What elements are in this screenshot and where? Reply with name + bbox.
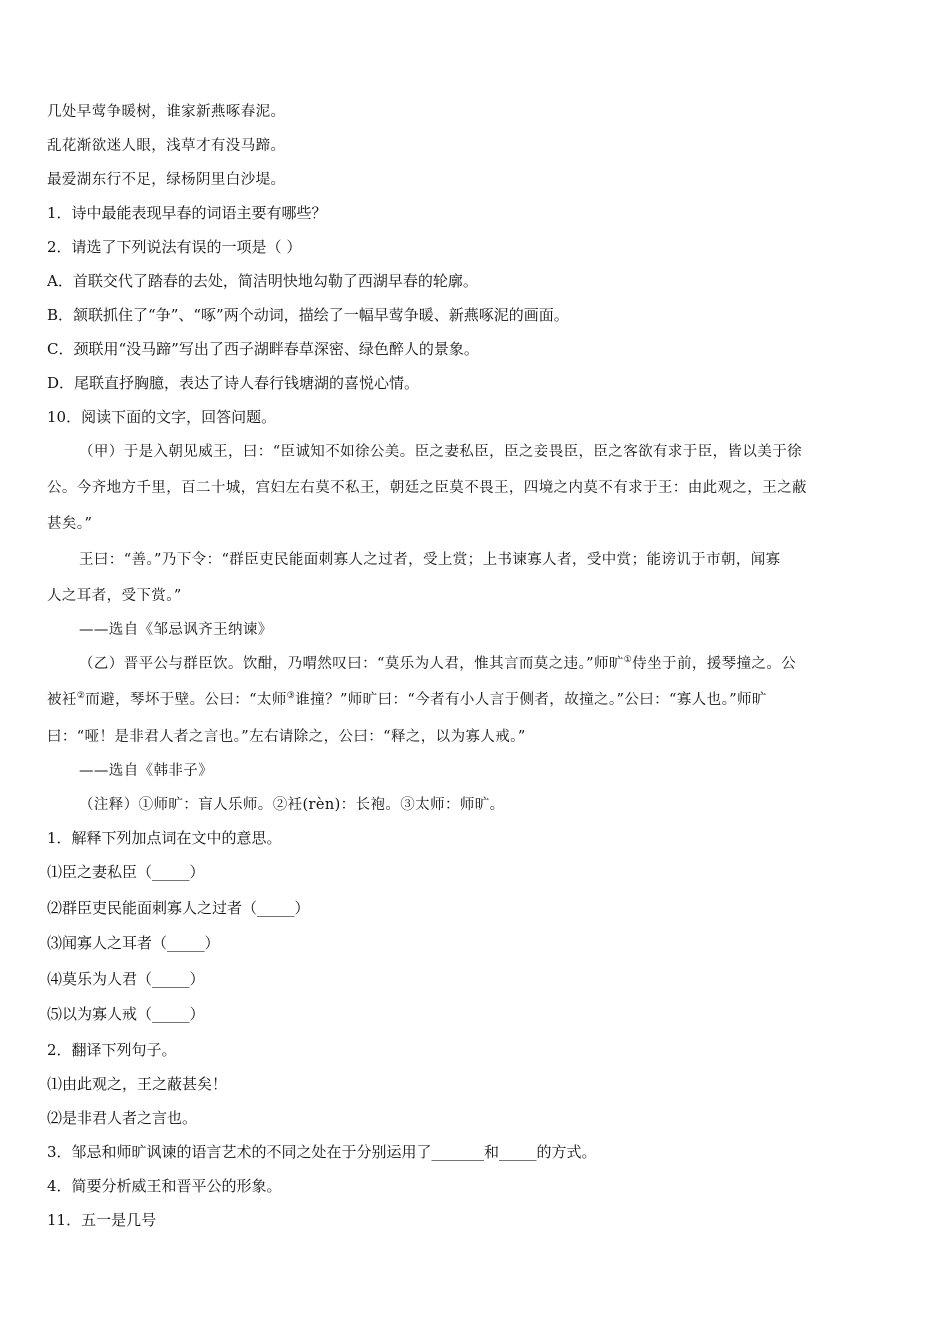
footnote-marker: ① [623, 655, 633, 665]
passage-jia-line-1: （甲）于是入朝见威王，曰：“臣诚知不如徐公美。臣之妻私臣，臣之妾畏臣，臣之客欲有求于臣，皆以美于徐 [79, 444, 803, 460]
footnote-marker: ② [76, 691, 86, 701]
poem-line-1: 几处早莺争暖树，谁家新燕啄春泥。 [47, 104, 286, 120]
passage-yi-line-1 [79, 654, 796, 674]
option-b: B．颔联抓住了“争”、“啄”两个动词，描绘了一幅早莺争暖、新燕啄泥的画面。 [47, 306, 569, 324]
annotation-note: （注释）①师旷：盲人乐师。②衽(rèn)：长袍。③太师：师旷。 [79, 797, 505, 813]
passage-jia-line-5: 人之耳者，受下赏。” [47, 588, 182, 604]
passage-jia-line-4: 王曰：“善。”乃下令：“群臣吏民能面刺寡人之过者，受上赏；上书谏寡人者，受中赏；能谤讥于市朝，闻寡 [79, 552, 781, 568]
sub-question-1-2: ⑵群臣吏民能面刺寡人之过者（_____） [47, 899, 310, 917]
passage-jia-line-2: 公。今齐地方千里，百二十城，宫妇左右莫不私王，朝廷之臣莫不畏王，四境之内莫不有求于王：由此观之，王之蔽 [47, 480, 807, 496]
sub-question-1-3: ⑶闻寡人之耳者（_____） [47, 934, 220, 952]
sub-question-1: 1．解释下列加点词在文中的意思。 [47, 829, 282, 847]
footnote-marker: ③ [286, 691, 296, 701]
sub-question-1-5: ⑸以为寡人戒（_____） [47, 1005, 205, 1023]
sub-question-2: 2．翻译下列句子。 [47, 1041, 177, 1059]
option-a: A．首联交代了踏春的去处，简洁明快地勾勒了西湖早春的轮廓。 [47, 272, 478, 290]
sub-question-2-2: ⑵是非君人者之言也。 [47, 1109, 198, 1127]
sub-question-2-1: ⑴由此观之，王之蔽甚矣！ [47, 1075, 228, 1093]
passage-yi-text: 被衽 [47, 692, 77, 708]
passage-yi-text: 谁撞？”师旷曰：“今者有小人言于侧者，故撞之。”公曰：“寡人也。”师旷 [295, 692, 767, 708]
poem-line-2: 乱花渐欲迷人眼，浅草才有没马蹄。 [47, 138, 286, 154]
question-9-2: 2．请选了下列说法有误的一项是（ ） [47, 238, 302, 256]
passage-yi-text: 而避，琴坏于壁。公曰：“太师 [85, 692, 287, 708]
passage-jia-source: ——选自《邹忌讽齐王纳谏》 [79, 622, 273, 638]
passage-yi-line-2 [47, 690, 767, 710]
question-11-title: 11．五一是几号 [47, 1211, 157, 1229]
question-10-title: 10．阅读下面的文字，回答问题。 [47, 408, 277, 426]
passage-yi-text: （乙）晋平公与群臣饮。饮酣，乃喟然叹曰：“莫乐为人君，惟其言而莫之违。”师旷 [79, 656, 624, 672]
passage-yi-line-3: 曰：“哑！是非君人者之言也。”左右请除之，公曰：“释之，以为寡人戒。” [47, 729, 526, 745]
option-d: D．尾联直抒胸臆，表达了诗人春行钱塘湖的喜悦心情。 [47, 374, 420, 392]
passage-yi-source: ——选自《韩非子》 [79, 763, 214, 779]
option-c: C．颈联用“没马蹄”写出了西子湖畔春草深密、绿色醉人的景象。 [47, 340, 479, 358]
question-9-1: 1．诗中最能表现早春的词语主要有哪些？ [47, 204, 327, 222]
passage-jia-line-3: 甚矣。” [47, 516, 93, 532]
poem-line-3: 最爱湖东行不足，绿杨阴里白沙堤。 [47, 172, 286, 188]
sub-question-3: 3．邹忌和师旷讽谏的语言艺术的不同之处在于分别运用了_______和_____的方式。 [47, 1143, 597, 1161]
passage-yi-text: 侍坐于前，援琴撞之。公 [632, 656, 797, 672]
sub-question-1-1: ⑴臣之妻私臣（_____） [47, 863, 205, 881]
sub-question-4: 4．简要分析威王和晋平公的形象。 [47, 1177, 282, 1195]
sub-question-1-4: ⑷莫乐为人君（_____） [47, 970, 205, 988]
